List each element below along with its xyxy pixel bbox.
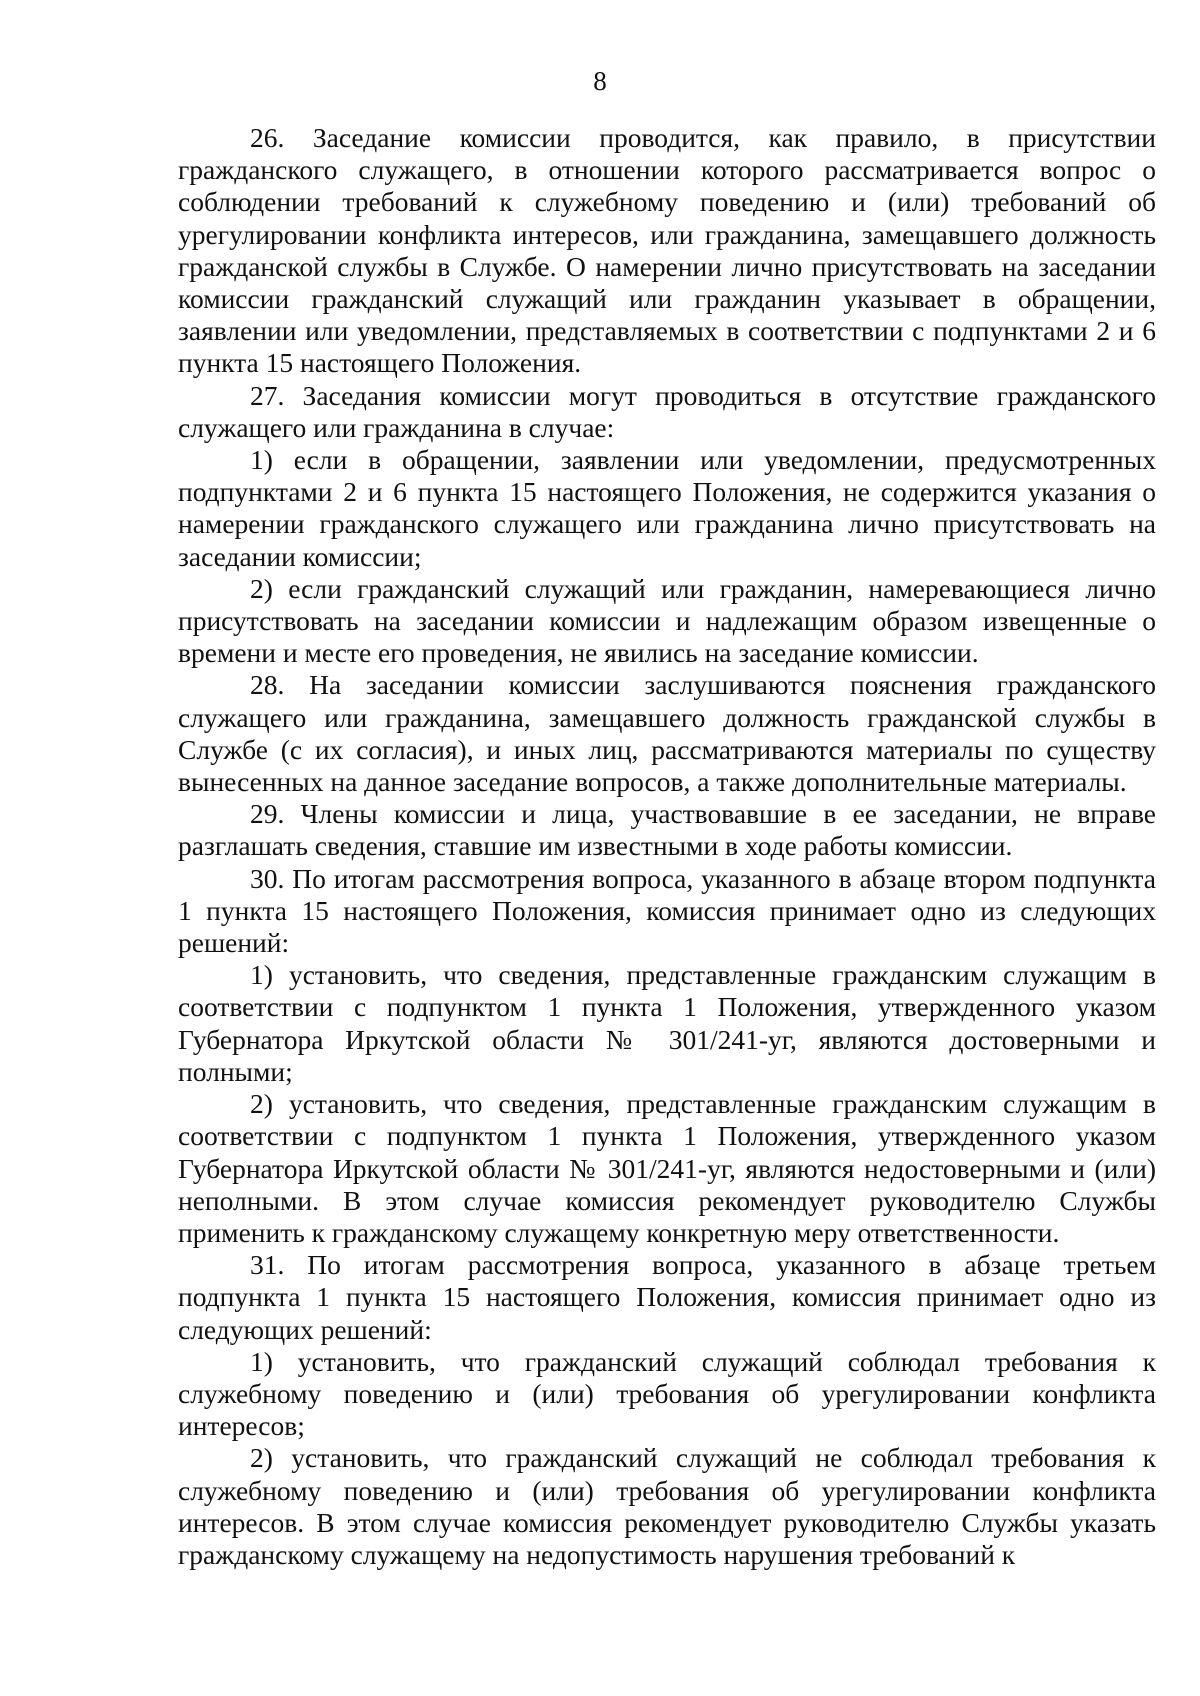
- paragraph-26: 26. Заседание комиссии проводится, как правило, в присутствии гражданского служащего, в отношении которого рассматривается вопрос о соблюдении требований к служебному поведению и (или) требований об урегулировании конфликта интересов, или гражданина, замещавшего должность гражданской службы в Службе. О намерении лично присутствовать на заседании комиссии гражданский служащий или гражданин указывает в обращении, заявлении или уведомлении, представляемых в соответствии с подпунктами 2 и 6 пункта 15 настоящего Положения.: [178, 122, 1156, 379]
- paragraph-30-item-2: 2) установить, что сведения, представленные гражданским служащим в соответствии с подпунктом 1 пункта 1 Положения, утвержденного указом Губернатора Иркутской области № 301/241-уг, являются недостоверными и (или) неполными. В этом случае комиссия рекомендует руководителю Службы применить к гражданскому служащему конкретную меру ответственности.: [178, 1088, 1156, 1248]
- paragraph-31-item-2: 2) установить, что гражданский служащий не соблюдал требования к служебному поведению и (или) требования об урегулировании конфликта интересов. В этом случае комиссия рекомендует руководителю Службы указать гражданскому служащему на недопустимость нарушения требований к: [178, 1442, 1156, 1570]
- document-body: [178, 122, 1156, 1571]
- paragraph-27-item-1: 1) если в обращении, заявлении или уведомлении, предусмотренных подпунктами 2 и 6 пункта 15 настоящего Положения, не содержится указания о намерении гражданского служащего или гражданина лично присутствовать на заседании комиссии;: [178, 444, 1156, 572]
- paragraph-30-item-1: 1) установить, что сведения, представленные гражданским служащим в соответствии с подпунктом 1 пункта 1 Положения, утвержденного указом Губернатора Иркутской области № 301/241-уг, являются достоверными и полными;: [178, 959, 1156, 1087]
- page-number: 8: [593, 66, 607, 96]
- paragraph-27-item-2: 2) если гражданский служащий или гражданин, намеревающиеся лично присутствовать на заседании комиссии и надлежащим образом извещенные о времени и месте его проведения, не явились на заседание комиссии.: [178, 572, 1156, 669]
- paragraph-28: 28. На заседании комиссии заслушиваются пояснения гражданского служащего или гражданина, замещавшего должность гражданской службы в Службе (с их согласия), и иных лиц, рассматриваются материалы по существу вынесенных на данное заседание вопросов, а также дополнительные материалы.: [178, 669, 1156, 798]
- paragraph-29: 29. Члены комиссии и лица, участвовавшие в ее заседании, не вправе разглашать сведения, ставшие им известными в ходе работы комиссии.: [178, 798, 1156, 862]
- paragraph-31: 31. По итогам рассмотрения вопроса, указанного в абзаце третьем подпункта 1 пункта 15 настоящего Положения, комиссия принимает одно из следующих решений:: [178, 1249, 1156, 1345]
- paragraph-30: 30. По итогам рассмотрения вопроса, указанного в абзаце втором подпункта 1 пункта 15 настоящего Положения, комиссия принимает одно из следующих решений:: [178, 862, 1156, 959]
- paragraph-31-item-1: 1) установить, что гражданский служащий соблюдал требования к служебному поведению и (или) требования об урегулировании конфликта интересов;: [178, 1345, 1156, 1442]
- paragraph-27: 27. Заседания комиссии могут проводиться в отсутствие гражданского служащего или гражданина в случае:: [178, 379, 1156, 443]
